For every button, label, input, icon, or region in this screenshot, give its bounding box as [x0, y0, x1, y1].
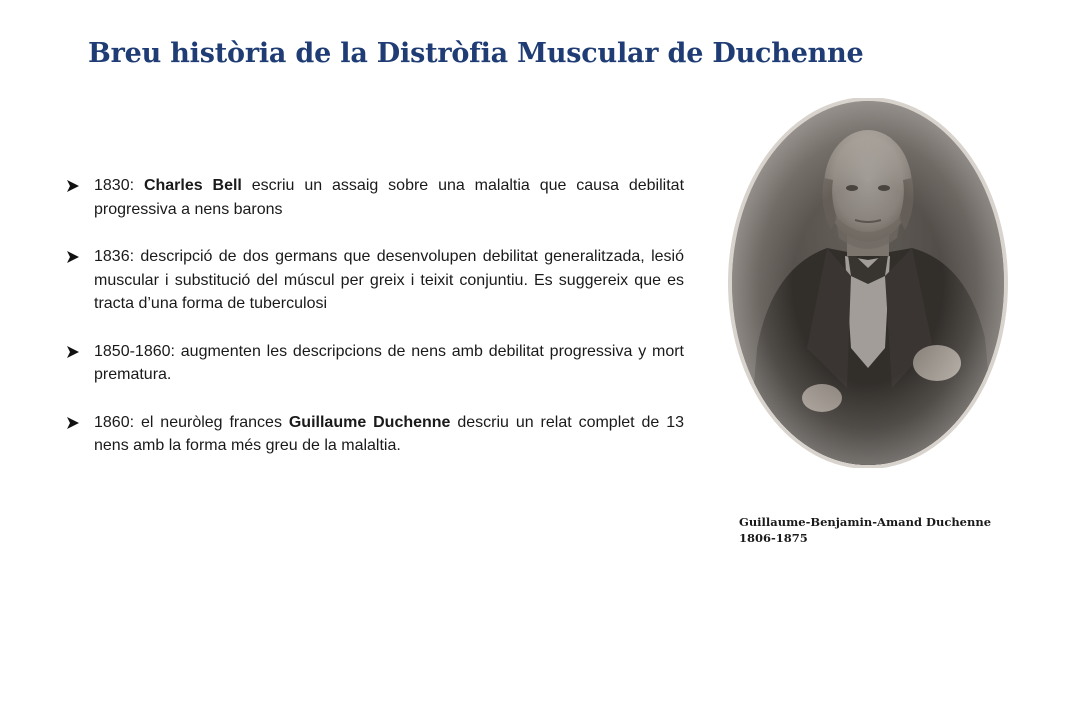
bullet-item-1830	[66, 174, 684, 221]
arrowhead-bullet-icon	[66, 416, 80, 430]
arrowhead-bullet-icon	[66, 250, 80, 264]
portrait-image	[727, 98, 1009, 468]
bullet-item-1836	[66, 245, 684, 316]
bullet-highlight: Guillaume Duchenne	[288, 413, 451, 431]
bullet-item-1850-1860	[66, 340, 684, 387]
caption-name: Guillaume-Benjamin-Amand Duchenne	[739, 515, 992, 529]
bullet-highlight: Charles Bell	[143, 177, 242, 194]
arrowhead-bullet-icon	[66, 345, 80, 359]
bullet-text: 1860: el neuròleg frances	[94, 413, 289, 431]
caption-dates: 1806-1875	[739, 531, 808, 545]
bullet-text: 1836: descripció de dos germans que desenvolupen debilitat generalitzada, lesió muscular i substitució del múscul per greix i teixit conjuntiu. Es suggereix que es tracta d’una forma de tuberculosi	[94, 248, 684, 312]
portrait-caption	[739, 514, 1039, 546]
portrait-photo	[727, 98, 1009, 468]
bullet-text: 1850-1860: augmenten les descripcions de nens amb debilitat progressiva y mort prematura.	[94, 342, 684, 383]
arrowhead-bullet-icon	[66, 179, 80, 193]
bullet-text: 1830:	[94, 177, 144, 194]
bullet-item-1860	[66, 411, 684, 458]
bullet-text-cont: escriu un assaig sobre una malaltia que causa debilitat progressiva a nens barons	[94, 177, 685, 218]
bullet-text-cont: descriu un relat complet de 13 nens amb la forma més greu de la malaltia.	[94, 413, 685, 454]
slide-title: Breu història de la Distròfia Muscular de Duchenne	[88, 38, 864, 69]
bullet-list	[66, 174, 684, 458]
